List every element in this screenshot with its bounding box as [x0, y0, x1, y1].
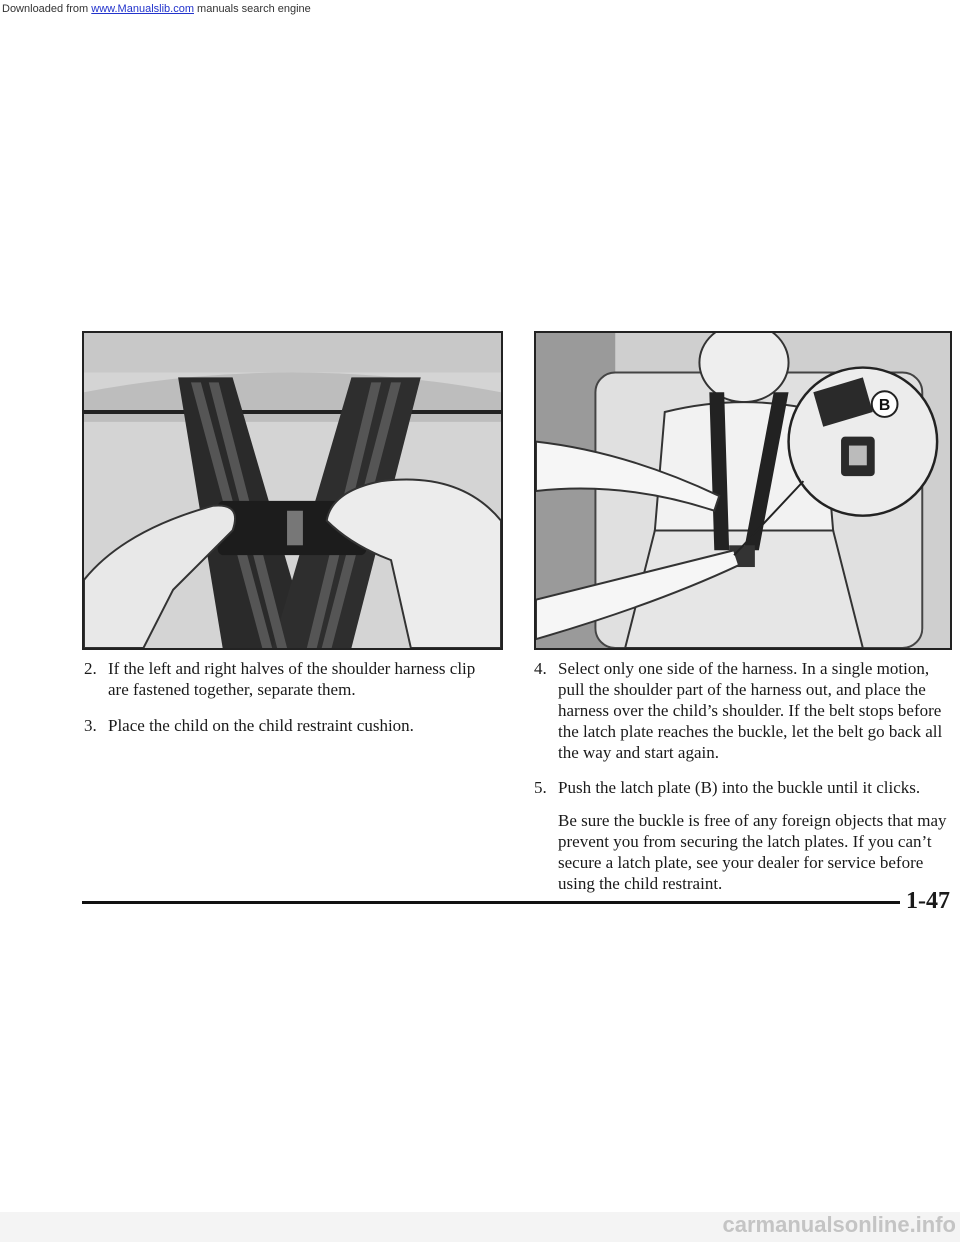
header-suffix: manuals search engine — [193, 3, 311, 15]
harness-clip-illustration — [82, 331, 503, 650]
callout-label-b: B — [878, 397, 891, 415]
page-rule — [82, 901, 900, 904]
watermark: carmanualsonline.info — [722, 1212, 956, 1237]
page-number: 1-47 — [906, 888, 950, 914]
header-prefix: Downloaded from — [2, 3, 92, 15]
download-header — [0, 0, 960, 18]
step-text: If the left and right halves of the shoulder harness clip are fastened together, separate them. — [108, 659, 476, 699]
step-number: 2. — [84, 659, 97, 678]
step-number: 4. — [534, 659, 547, 678]
step-3 — [84, 715, 484, 736]
step-number: 3. — [84, 716, 97, 735]
step-4 — [534, 658, 954, 763]
step-text: Push the latch plate (B) into the buckle until it clicks. — [558, 778, 921, 797]
footer-bar — [0, 1212, 960, 1242]
child-restraint-illustration — [534, 331, 952, 650]
step-text: Select only one side of the harness. In a single motion, pull the shoulder part of the harness out, and place the harness over the child’s shoulder. If the belt stops before the latch plate reaches the buckle, let the belt go back all the way and start again. — [558, 659, 943, 762]
step-text: Place the child on the child restraint cushion. — [108, 716, 414, 735]
step-number: 5. — [534, 778, 547, 797]
step-2 — [84, 658, 484, 700]
buckle-note: Be sure the buckle is free of any foreign objects that may prevent you from securing the latch plates. If you can’t secure a latch plate, see your dealer for service before using the child restraint. — [558, 811, 947, 893]
step-5 — [534, 777, 954, 798]
manualslib-link[interactable]: www.Manualslib.com — [91, 3, 194, 15]
